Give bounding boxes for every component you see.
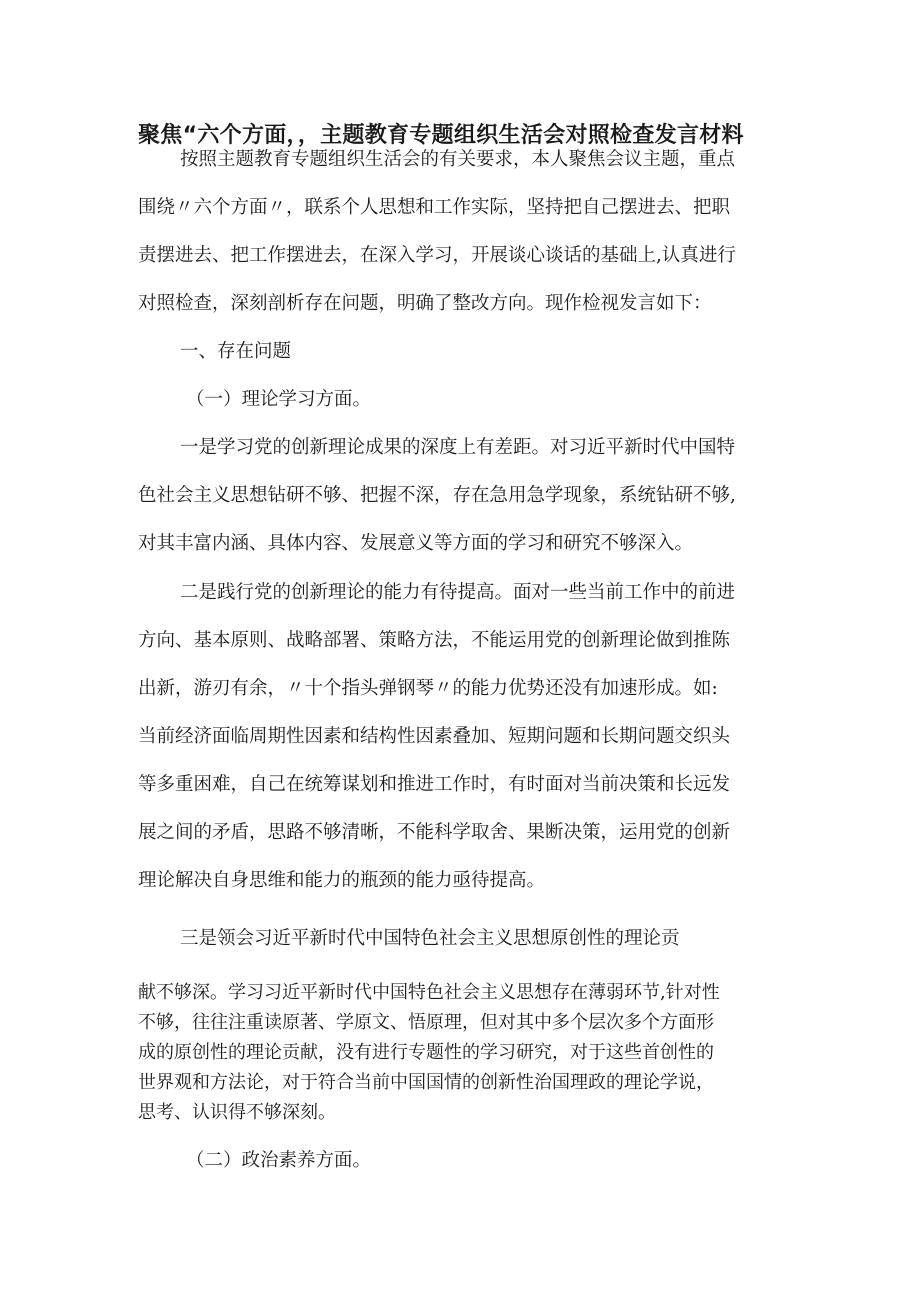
paragraph-3-line-7: 理论解决自身思维和能力的瓶颈的能力亟待提高。 xyxy=(138,870,546,891)
paragraph-2-line-3: 对其丰富内涵、具体内容、发展意义等方面的学习和研究不够深入。 xyxy=(138,533,694,554)
paragraph-4-line-2: 献不够深。学习习近平新时代中国特色社会主义思想存在薄弱环节,针对性 xyxy=(138,982,720,1003)
subsection-heading-theory: （一）理论学习方面。 xyxy=(186,389,372,410)
document-title: 聚焦“六个方面，，主题教育专题组织生活会对照检查发言材料 xyxy=(138,123,744,148)
subsection-heading-politics: （二）政治素养方面。 xyxy=(186,1150,372,1171)
paragraph-1-line-2: 围绕〃六个方面〃，联系个人思想和工作实际，坚持把自己摆进去、把职 xyxy=(138,197,731,218)
paragraph-4-line-6: 思考、认识得不够深刻。 xyxy=(138,1102,336,1123)
paragraph-3-line-3: 出新，游刃有余，〃十个指头弹钢琴〃的能力优势还没有加速形成。如: xyxy=(138,678,718,699)
paragraph-4-line-3: 不够，往往注重读原著、学原文、悟原理，但对其中多个层次多个方面形 xyxy=(138,1012,714,1033)
paragraph-3-line-2: 方向、基本原则、战略部署、策略方法，不能运用党的创新理论做到推陈 xyxy=(138,630,731,651)
paragraph-3-line-1: 二是践行党的创新理论的能力有待提高。面对一些当前工作中的前进 xyxy=(180,582,736,603)
paragraph-3-line-4: 当前经济面临周期性因素和结构性因素叠加、短期问题和长期问题交织头 xyxy=(138,726,731,747)
section-heading-1: 一、存在问题 xyxy=(180,341,292,362)
paragraph-4-line-4: 成的原创性的理论贡献，没有进行专题性的学习研究，对于这些首创性的 xyxy=(138,1042,714,1063)
paragraph-3-line-6: 展之间的矛盾，思路不够清晰，不能科学取舍、果断决策，运用党的创新 xyxy=(138,822,731,843)
paragraph-1-line-1: 按照主题教育专题组织生活会的有关要求，本人聚焦会议主题，重点 xyxy=(180,149,736,170)
paragraph-1-line-4: 对照检查，深刻剖析存在问题，明确了整改方向。现作检视发言如下： xyxy=(138,293,712,314)
paragraph-2-line-1: 一是学习党的创新理论成果的深度上有差距。对习近平新时代中国特 xyxy=(180,437,736,458)
paragraph-2-line-2: 色社会主义思想钻研不够、把握不深，存在急用急学现象，系统钻研不够, xyxy=(138,485,736,506)
paragraph-3-line-5: 等多重困难，自己在统筹谋划和推进工作时，有时面对当前决策和长远发 xyxy=(138,774,731,795)
paragraph-4-line-1: 三是领会习近平新时代中国特色社会主义思想原创性的理论贡 xyxy=(180,928,680,949)
paragraph-4-line-5: 世界观和方法论，对于符合当前中国国情的创新性治国理政的理论学说， xyxy=(138,1072,714,1093)
paragraph-1-line-3: 责摆进去、把工作摆进去，在深入学习，开展谈心谈话的基础上,认真进行 xyxy=(138,245,736,266)
